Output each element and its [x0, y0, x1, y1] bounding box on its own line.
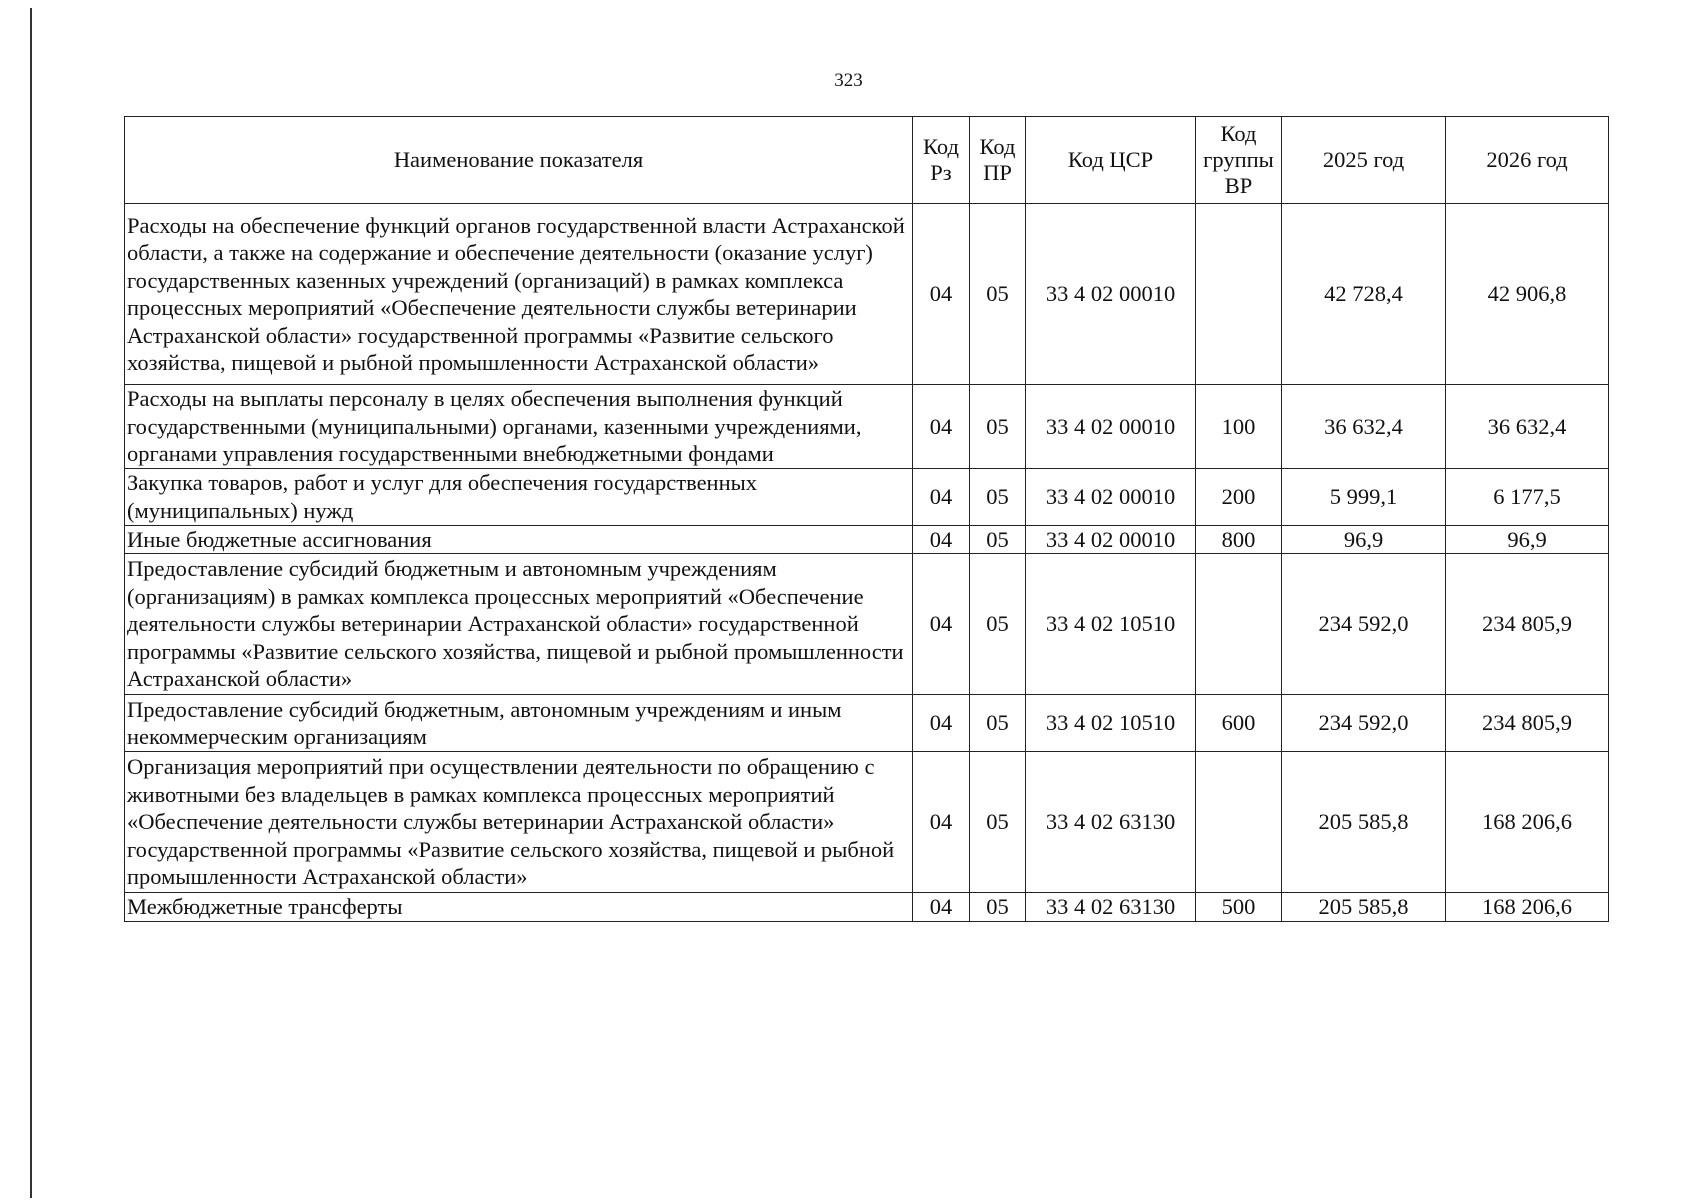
table-header — [125, 117, 1609, 204]
header-name: Наименование показателя — [125, 117, 913, 204]
header-csr: Код ЦСР — [1026, 117, 1196, 204]
cell-vr — [1196, 752, 1282, 893]
cell-rz: 04 — [913, 554, 970, 695]
cell-vr: 600 — [1196, 695, 1282, 752]
cell-csr: 33 4 02 00010 — [1026, 204, 1196, 385]
table-row — [125, 695, 1609, 752]
cell-name: Расходы на выплаты персоналу в целях обеспечения выполнения функций государственными (муниципальными) органами, казенными учреждениями, органами управления государственными внебюджетными фондами — [125, 385, 913, 469]
cell-rz: 04 — [913, 752, 970, 893]
table-row — [125, 752, 1609, 893]
header-row — [125, 117, 1609, 204]
cell-name: Закупка товаров, работ и услуг для обеспечения государственных (муниципальных) нужд — [125, 468, 913, 525]
cell-name: Иные бюджетные ассигнования — [125, 525, 913, 554]
cell-rz: 04 — [913, 525, 970, 554]
cell-pr: 05 — [970, 468, 1026, 525]
cell-2026: 96,9 — [1446, 525, 1609, 554]
cell-2026: 42 906,8 — [1446, 204, 1609, 385]
header-rz: Код Рз — [913, 117, 970, 204]
cell-vr: 100 — [1196, 385, 1282, 469]
header-pr: Код ПР — [970, 117, 1026, 204]
table-row — [125, 204, 1609, 385]
cell-name: Расходы на обеспечение функций органов государственной власти Астраханской области, а также на содержание и обеспечение деятельности (оказание услуг) государственных казенных учреждений (организаций) в рамках комплекса процессных мероприятий «Обеспечение деятельности службы ветеринарии Астраханской области» государственной программы «Развитие сельского хозяйства, пищевой и рыбной промышленности Астраханской области» — [125, 204, 913, 385]
cell-2026: 6 177,5 — [1446, 468, 1609, 525]
table-body — [125, 204, 1609, 922]
header-2025: 2025 год — [1282, 117, 1446, 204]
cell-rz: 04 — [913, 893, 970, 922]
cell-pr: 05 — [970, 893, 1026, 922]
cell-2025: 96,9 — [1282, 525, 1446, 554]
cell-rz: 04 — [913, 385, 970, 469]
cell-2025: 205 585,8 — [1282, 752, 1446, 893]
cell-2026: 234 805,9 — [1446, 554, 1609, 695]
cell-rz: 04 — [913, 695, 970, 752]
cell-csr: 33 4 02 10510 — [1026, 554, 1196, 695]
budget-table — [124, 116, 1609, 922]
cell-name: Межбюджетные трансферты — [125, 893, 913, 922]
cell-2026: 168 206,6 — [1446, 893, 1609, 922]
cell-csr: 33 4 02 00010 — [1026, 385, 1196, 469]
cell-vr — [1196, 554, 1282, 695]
cell-vr: 200 — [1196, 468, 1282, 525]
cell-csr: 33 4 02 63130 — [1026, 893, 1196, 922]
cell-pr: 05 — [970, 385, 1026, 469]
cell-name: Предоставление субсидий бюджетным и автономным учреждениям (организациям) в рамках комплекса процессных мероприятий «Обеспечение деятельности службы ветеринарии Астраханской области» государственной программы «Развитие сельского хозяйства, пищевой и рыбной промышленности Астраханской области» — [125, 554, 913, 695]
cell-rz: 04 — [913, 204, 970, 385]
table-row — [125, 554, 1609, 695]
cell-vr: 500 — [1196, 893, 1282, 922]
cell-name: Организация мероприятий при осуществлении деятельности по обращению с животными без владельцев в рамках комплекса процессных мероприятий «Обеспечение деятельности службы ветеринарии Астраханской области» государственной программы «Развитие сельского хозяйства, пищевой и рыбной промышленности Астраханской области» — [125, 752, 913, 893]
table-row — [125, 893, 1609, 922]
cell-csr: 33 4 02 10510 — [1026, 695, 1196, 752]
table-row — [125, 525, 1609, 554]
page-number: 323 — [834, 70, 863, 91]
cell-2026: 234 805,9 — [1446, 695, 1609, 752]
cell-2025: 234 592,0 — [1282, 554, 1446, 695]
cell-2026: 36 632,4 — [1446, 385, 1609, 469]
cell-name: Предоставление субсидий бюджетным, автономным учреждениям и иным некоммерческим организациям — [125, 695, 913, 752]
cell-pr: 05 — [970, 554, 1026, 695]
cell-csr: 33 4 02 63130 — [1026, 752, 1196, 893]
cell-csr: 33 4 02 00010 — [1026, 525, 1196, 554]
cell-rz: 04 — [913, 468, 970, 525]
cell-pr: 05 — [970, 695, 1026, 752]
cell-vr — [1196, 204, 1282, 385]
table-row — [125, 468, 1609, 525]
cell-2025: 5 999,1 — [1282, 468, 1446, 525]
cell-pr: 05 — [970, 204, 1026, 385]
scan-edge-line — [30, 8, 32, 1198]
cell-2025: 234 592,0 — [1282, 695, 1446, 752]
header-2026: 2026 год — [1446, 117, 1609, 204]
cell-2026: 168 206,6 — [1446, 752, 1609, 893]
cell-vr: 800 — [1196, 525, 1282, 554]
cell-2025: 205 585,8 — [1282, 893, 1446, 922]
cell-2025: 42 728,4 — [1282, 204, 1446, 385]
header-vr: Код группы ВР — [1196, 117, 1282, 204]
cell-pr: 05 — [970, 525, 1026, 554]
table-row — [125, 385, 1609, 469]
cell-csr: 33 4 02 00010 — [1026, 468, 1196, 525]
cell-pr: 05 — [970, 752, 1026, 893]
cell-2025: 36 632,4 — [1282, 385, 1446, 469]
